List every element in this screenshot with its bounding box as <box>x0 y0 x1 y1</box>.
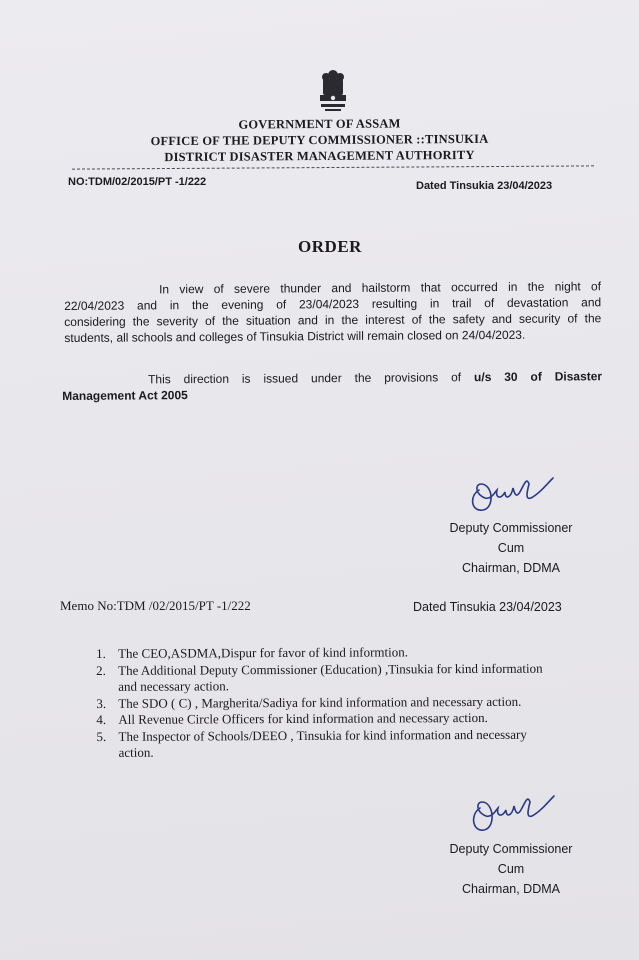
list-item: 5. The Inspector of Schools/DEEO , Tinsukia for kind information and necessary action. <box>96 726 527 760</box>
paragraph-line: 22/04/2023 and in the evening of 23/04/2023 resulting in trail of devastation and <box>64 295 602 313</box>
memo-number: Memo No:TDM /02/2015/PT -1/222 <box>60 598 251 613</box>
act-name: Management Act 2005 <box>62 388 188 403</box>
reference-number: NO:TDM/02/2015/PT -1/222 <box>68 176 207 188</box>
list-item: 3. The SDO ( C) , Margherita/Sadiya for kind information and necessary action. <box>96 693 522 711</box>
signatory-cum: Cum <box>497 862 525 876</box>
paragraph-line: In view of severe thunder and hailstorm that occurred in the night of <box>159 279 602 297</box>
signatory-designation: Deputy Commissioner <box>449 521 573 535</box>
order-title: ORDER <box>298 237 362 256</box>
signature-block-1 <box>436 518 586 578</box>
paragraph2-text: This direction is issued under the provisions of <box>148 370 462 387</box>
list-item: 1. The CEO,ASDMA,Dispur for favor of kind informtion. <box>95 644 409 661</box>
memo-date: Dated Tinsukia 23/04/2023 <box>413 600 562 614</box>
header-divider <box>72 165 594 169</box>
signatory-role: Chairman, DDMA <box>462 561 560 575</box>
state-emblem-icon <box>313 64 353 114</box>
header-authority: DISTRICT DISASTER MANAGEMENT AUTHORITY <box>164 147 475 165</box>
reference-date: Dated Tinsukia 23/04/2023 <box>416 180 553 192</box>
paragraph-line <box>62 384 602 404</box>
list-item: 2. The Additional Deputy Commissioner (Education) ,Tinsukia for kind information and necessary action. <box>96 660 543 694</box>
header-office: OFFICE OF THE DEPUTY COMMISSIONER ::TINSUKIA <box>150 131 489 149</box>
signature-mark-2 <box>466 786 556 836</box>
signatory-cum: Cum <box>497 541 525 555</box>
signatory-role: Chairman, DDMA <box>462 882 560 896</box>
paragraph-line: considering the severity of the situation and in the interest of the safety and security of the <box>64 311 602 329</box>
signature-block-2 <box>436 839 586 899</box>
distribution-list <box>94 643 607 761</box>
list-item: 4. All Revenue Circle Officers for kind information and necessary action. <box>96 709 488 727</box>
header-government: GOVERNMENT OF ASSAM <box>238 116 401 132</box>
order-paragraph-1 <box>64 278 601 346</box>
act-section-reference: u/s 30 of Disaster <box>473 369 603 385</box>
paragraph-line: students, all schools and colleges of Tinsukia District will remain closed on 24/04/2023. <box>64 327 526 345</box>
signatory-designation: Deputy Commissioner <box>449 842 573 856</box>
order-paragraph-2 <box>62 368 602 404</box>
signature-mark-1 <box>465 470 555 520</box>
